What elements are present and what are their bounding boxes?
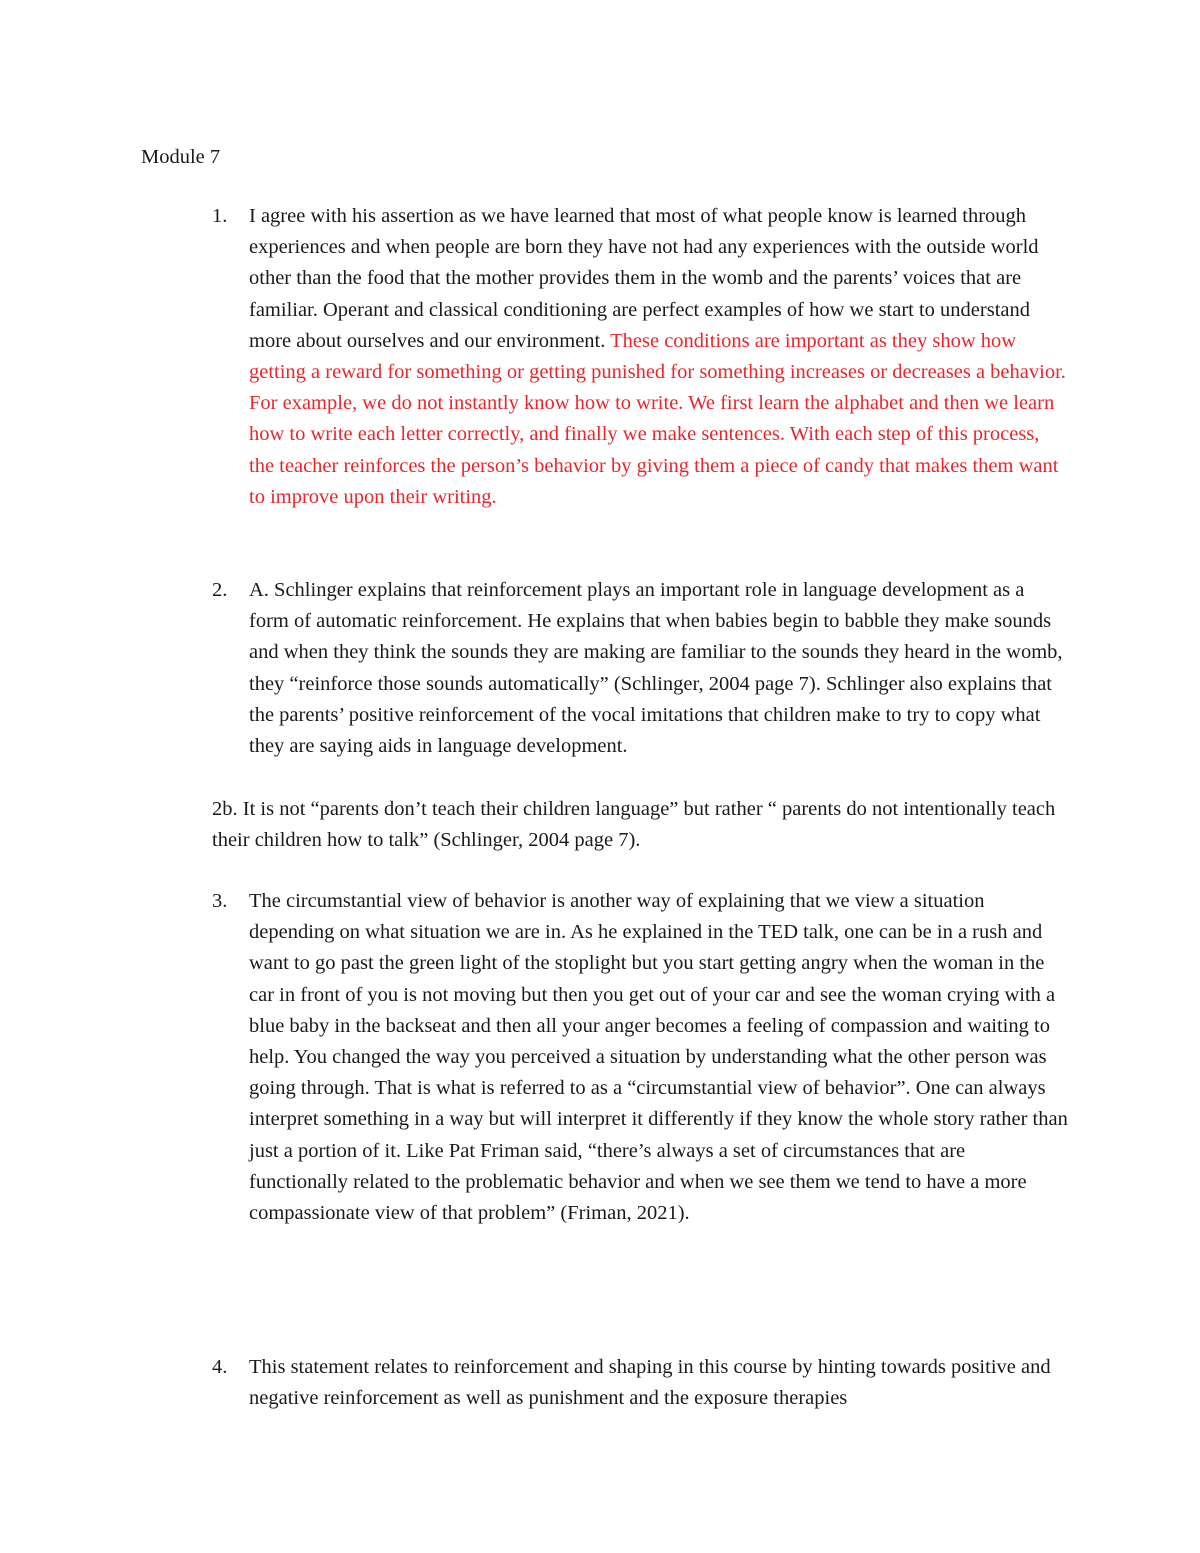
paragraph-2b: 2b. It is not “parents don’t teach their children language” but rather “ parents do not intentionally teach their children how to talk” (Schlinger, 2004 page 7).	[212, 798, 1056, 852]
list-item-text: A. Schlinger explains that reinforcement plays an important role in language development as a form of automatic reinforcement. He explains that when babies begin to babble they make sounds and when they think the sounds they are making are familiar to the sounds they heard in the womb, they “reinforce those sounds automatically” (Schlinger, 2004 page 7). Schlinger also explains that the parents’ positive reinforcement of the vocal imitations that children make to try to copy what they are saying aids in language development.	[249, 579, 1063, 758]
list-item-text: The circumstantial view of behavior is another way of explaining that we view a situation depending on what situation we are in. As he explained in the TED talk, one can be in a rush and want to go past the green light of the stoplight but you start getting angry when the woman in the car in front of you is not moving but then you get out of your car and see the woman crying with a blue baby in the backseat and then all your anger becomes a feeling of compassion and waiting to help. You changed the way you perceived a situation by understanding what the other person was going through. That is what is referred to as a “circumstantial view of behavior”. One can always interpret something in a way but will interpret it differently if they know the whole story rather than just a portion of it. Like Pat Friman said, “there’s always a set of circumstances that are functionally related to the problematic behavior and when we see them we tend to have a more compassionate view of that problem” (Friman, 2021).	[249, 890, 1068, 1225]
list-item-text	[249, 201, 1069, 513]
list-item-number: 3.	[212, 890, 228, 912]
list-item	[212, 575, 1072, 762]
list-item	[212, 201, 1072, 513]
list-item-number: 4.	[212, 1356, 228, 1378]
answer-text: I agree with his assertion as we have learned that most of what people know is learned through experiences and when people are born they have not had any experiences with the outside world other than the food that the mother provides them in the womb and the parents’ voices that are familiar. Operant and classical conditioning are perfect examples of how we start to understand more about ourselves and our environment.	[249, 205, 1039, 352]
list-item-text: This statement relates to reinforcement and shaping in this course by hinting towards positive and negative reinforcement as well as punishment and the exposure therapies	[249, 1356, 1051, 1410]
document-title: Module 7	[141, 146, 221, 168]
highlighted-answer-text: These conditions are important as they show how getting a reward for something or getting punished for something increases or decreases a behavior. For example, we do not instantly know how to write. We first learn the alphabet and then we learn how to write each letter correctly, and finally we make sentences. With each step of this process, the teacher reinforces the person’s behavior by giving them a piece of candy that makes them want to improve upon their writing.	[249, 329, 1066, 508]
list-item	[212, 1352, 1072, 1414]
list-item-number: 2.	[212, 579, 228, 601]
list-item-number: 1.	[212, 205, 228, 227]
list-item	[212, 886, 1072, 1229]
